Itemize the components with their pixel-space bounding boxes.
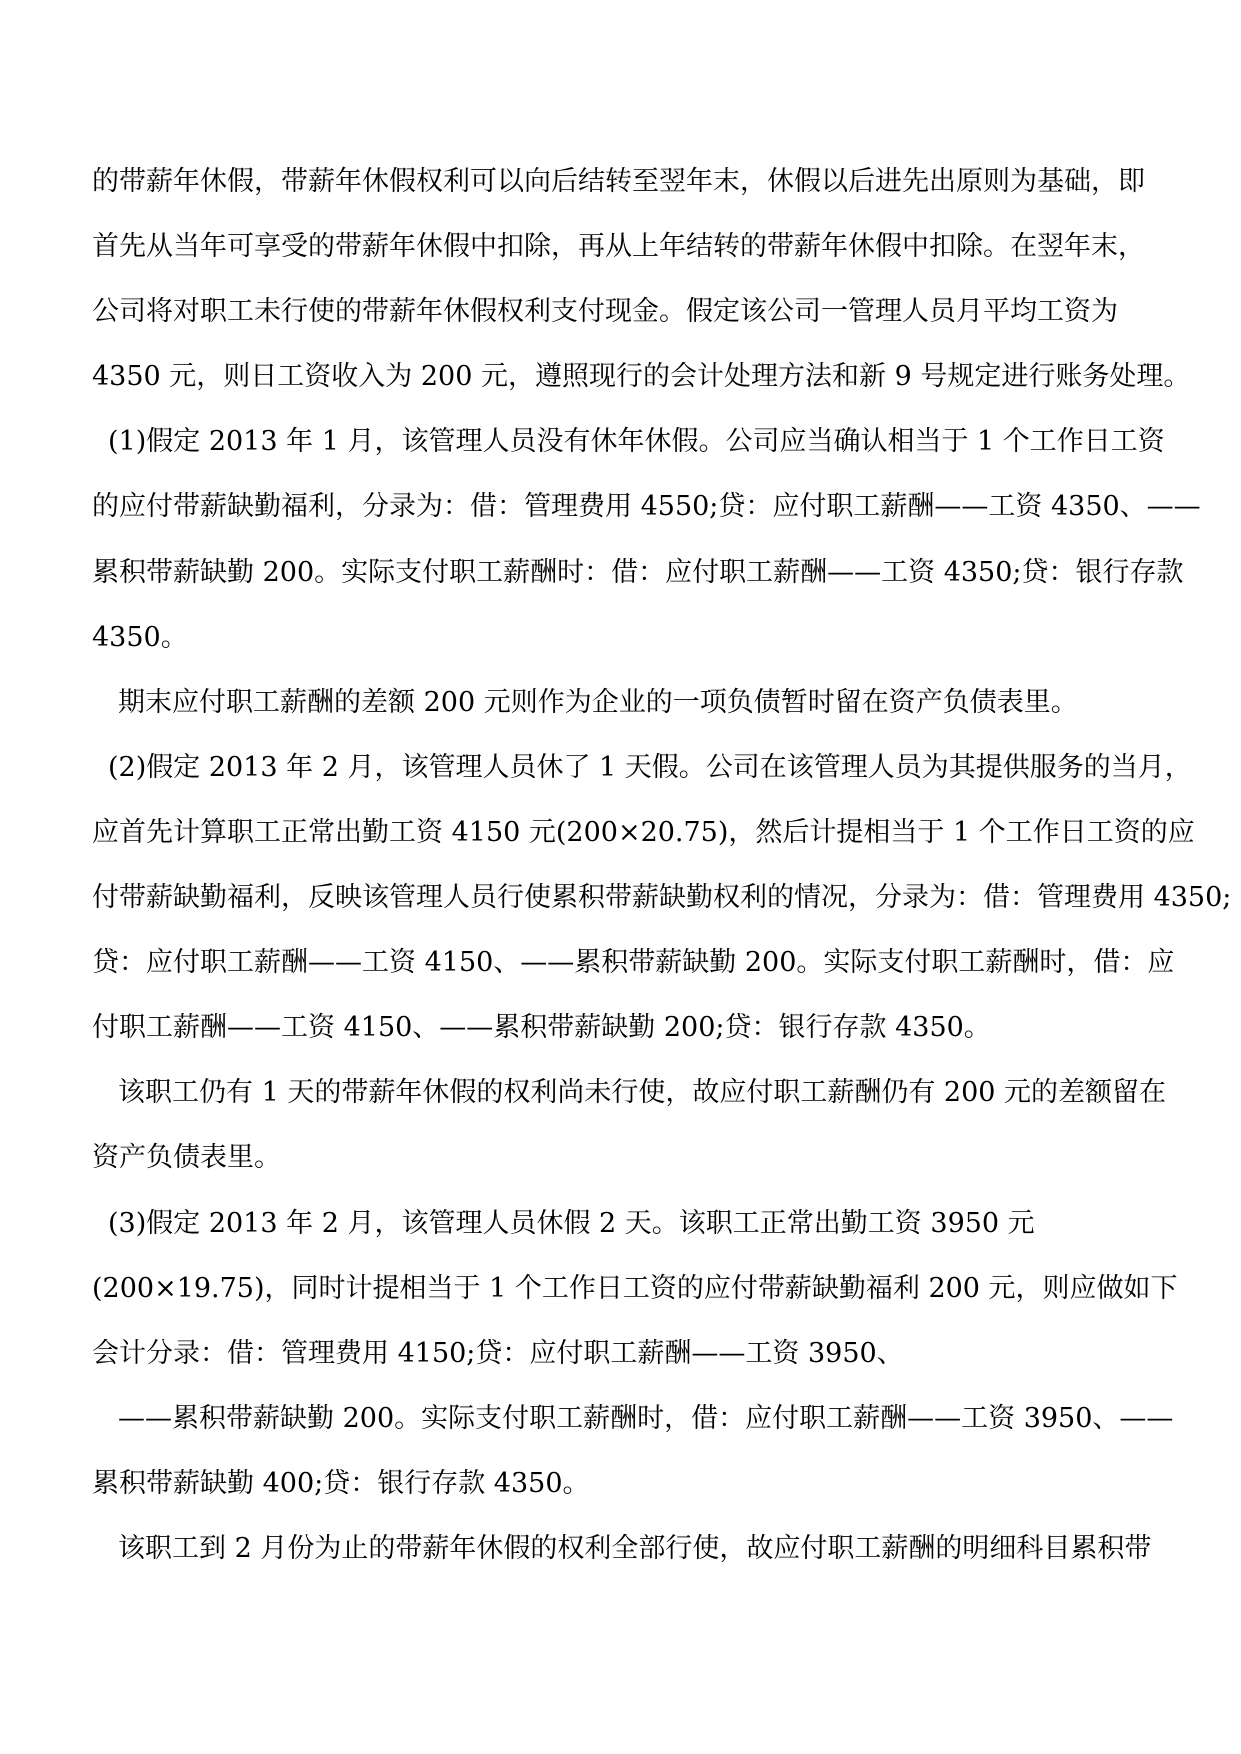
text-line-item-3: (3)假定 2013 年 2 月，该管理人员休假 2 天。该职工正常出勤工资 3950 元 bbox=[108, 1207, 1035, 1239]
text-line: 应首先计算职工正常出勤工资 4150 元(200×20.75)，然后计提相当于 1 个工作日工资的应 bbox=[92, 816, 1195, 848]
text-line-paragraph-start: 该职工仍有 1 天的带薪年休假的权利尚未行使，故应付职工薪酬仍有 200 元的差额留在 bbox=[118, 1077, 1167, 1109]
text-line: 付职工薪酬——工资 4150、——累积带薪缺勤 200;贷：银行存款 4350。 bbox=[92, 1012, 991, 1044]
text-line: 会计分录：借：管理费用 4150;贷：应付职工薪酬——工资 3950、 bbox=[92, 1337, 904, 1369]
text-line: 累积带薪缺勤 400;贷：银行存款 4350。 bbox=[92, 1467, 590, 1499]
text-line-paragraph-start: 期末应付职工薪酬的差额 200 元则作为企业的一项负债暂时留在资产负债表里。 bbox=[118, 686, 1078, 718]
text-line: 的应付带薪缺勤福利，分录为：借：管理费用 4550;贷：应付职工薪酬——工资 4350、—— bbox=[92, 491, 1201, 523]
text-line: 的带薪年休假，带薪年休假权利可以向后结转至翌年末，休假以后进先出原则为基础，即 bbox=[92, 166, 1145, 197]
text-line-paragraph-start: ——累积带薪缺勤 200。实际支付职工薪酬时，借：应付职工薪酬——工资 3950、—— bbox=[118, 1402, 1174, 1434]
text-line: (200×19.75)，同时计提相当于 1 个工作日工资的应付带薪缺勤福利 200 元，则应做如下 bbox=[92, 1272, 1178, 1304]
text-line: 4350 元，则日工资收入为 200 元，遵照现行的会计处理方法和新 9 号规定进行账务处理。 bbox=[92, 361, 1191, 393]
document-body bbox=[0, 149, 1241, 1581]
text-line: 累积带薪缺勤 200。实际支付职工薪酬时：借：应付职工薪酬——工资 4350;贷：银行存款 bbox=[92, 556, 1184, 588]
text-line: 公司将对职工未行使的带薪年休假权利支付现金。假定该公司一管理人员月平均工资为 bbox=[92, 296, 1118, 328]
text-line: 4350。 bbox=[92, 621, 188, 653]
text-line-item-2: (2)假定 2013 年 2 月，该管理人员休了 1 天假。公司在该管理人员为其提供服务的当月， bbox=[108, 751, 1192, 783]
text-line-paragraph-start: 该职工到 2 月份为止的带薪年休假的权利全部行使，故应付职工薪酬的明细科目累积带 bbox=[118, 1532, 1152, 1564]
text-line: 首先从当年可享受的带薪年休假中扣除，再从上年结转的带薪年休假中扣除。在翌年末， bbox=[92, 231, 1145, 263]
text-line: 付带薪缺勤福利，反映该管理人员行使累积带薪缺勤权利的情况，分录为：借：管理费用 4350; bbox=[92, 882, 1232, 914]
text-line-item-1: (1)假定 2013 年 1 月，该管理人员没有休年休假。公司应当确认相当于 1 个工作日工资 bbox=[108, 426, 1165, 458]
text-line: 贷：应付职工薪酬——工资 4150、——累积带薪缺勤 200。实际支付职工薪酬时，借：应 bbox=[92, 947, 1175, 979]
text-line: 资产负债表里。 bbox=[92, 1142, 281, 1174]
